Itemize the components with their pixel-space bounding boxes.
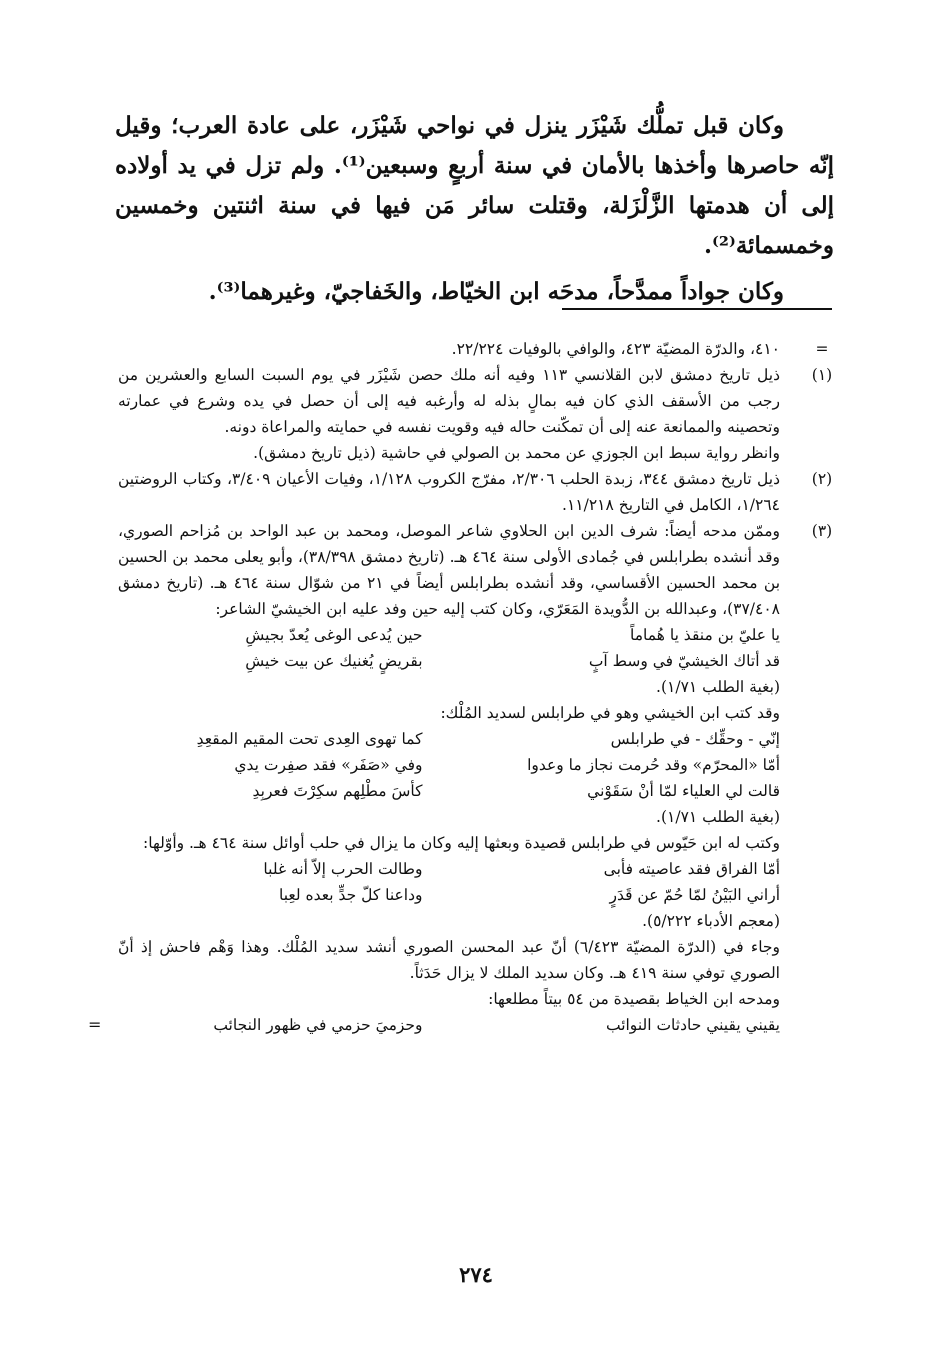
- footnote-separator: [562, 308, 832, 310]
- verse-line: [88, 1012, 780, 1038]
- footnote-text: وجاء في (الدرّة المضيّة ٦/٤٢٣) أنّ عبد المحسن الصوري أنشد سديد المُلْك. وهذا وَهْم فاحش إذ أنّ الصوري توفي سنة ٤١٩ هـ. وكان سديد الملك لا يزال حَدَثاً.: [118, 938, 780, 982]
- footnote-number: (١): [811, 366, 833, 384]
- citation: (بغية الطلب ١/٧١).: [656, 678, 780, 696]
- footnote-3: [88, 518, 842, 1038]
- footnote-text: وانظر رواية سبط ابن الجوزي عن محمد بن الصولي في حاشية (ذيل تاريخ دمشق).: [253, 444, 780, 462]
- main-text: [115, 106, 834, 312]
- verse-hemistich: وحزميَ حزمي في ظهور النجائب: [213, 1016, 423, 1034]
- footnote-continuation: [118, 336, 842, 362]
- verse-line: [118, 778, 780, 804]
- verse-line: [118, 648, 780, 674]
- verse-line: [118, 752, 780, 778]
- body-paragraph: وكان قبل تملُّك شَيْزَر ينزل في نواحي شَيْزَر، على عادة العرب؛ وقيل إنّه حاصرها وأخذها بالأمان في سنة أربعٍ وسبعين⁽¹⁾. ولم تزل في يد أولاده إلى أن هدمتها الزَّلْزَلة، وقتلت سائر مَن فيها في سنة اثنتين وخمسين وخمسمائة⁽²⁾.: [115, 112, 834, 259]
- verse-hemistich: وطالت الحرب إلاّ أنه غلبا: [263, 860, 423, 878]
- footnote-number: (٢): [811, 470, 833, 488]
- footnote-2: [118, 466, 842, 518]
- footnote-marker: =: [815, 340, 829, 358]
- footnote-text: ٤١٠، والدرّة المضيّة ٤٢٣، والوافي بالوفيات ٢٢/٢٢٤.: [451, 340, 780, 358]
- footnote-number: (٣): [811, 522, 833, 540]
- body-paragraph: وكان جواداً ممدَّحاً، مدحَه ابن الخيّاط، والخَفاجيّ، وغيرهما⁽³⁾.: [208, 278, 784, 305]
- verse-line: [118, 622, 780, 648]
- citation: (بغية الطلب ١/٧١).: [656, 808, 780, 826]
- verse-hemistich: يقيني يقيني حادثات النوائب: [605, 1016, 780, 1034]
- verse-line: [118, 882, 780, 908]
- verse-hemistich: كما تهوى العِدى تحت المقيم المقعِدِ: [196, 730, 423, 748]
- verse-hemistich: وفي «صَفَر» فقد صفِرت يدي: [234, 756, 423, 774]
- continuation-mark: =: [88, 1015, 102, 1034]
- verse-line: [118, 726, 780, 752]
- verse-hemistich: أمّا «المحرّم» وقد حُرمت نجاز ما وعدوا: [527, 756, 780, 774]
- footnote-text: وكتب له ابن حَيّوس في طرابلس قصيدة وبعثها إليه وكان ما يزال في حلب أوائل سنة ٤٦٤ هـ. وأوّلها:: [143, 834, 780, 852]
- footnote-1: [118, 362, 842, 466]
- citation: (معجم الأدباء ٥/٢٢٢).: [642, 912, 780, 930]
- verse-hemistich: وداعنا كلّ جدٍّ بعده لعِبا: [278, 886, 423, 904]
- verse-hemistich: قد أتاك الخيشيّ في وسط آبٍ: [588, 652, 780, 670]
- verse-hemistich: حين يُدعى الوغى يُعدّ بجيشِ: [245, 626, 423, 644]
- verse-hemistich: بقريضٍ يُغنيك عن بيت خيشِ: [245, 652, 423, 670]
- footnote-text: ومدحه ابن الخياط بقصيدة من ٥٤ بيتاً مطلعها:: [488, 990, 780, 1008]
- verse-hemistich: كأسَ مطْلِهم سكِرْتَ فعربِدِ: [252, 782, 423, 800]
- footnotes: [88, 336, 842, 1038]
- footnote-text: ذيل تاريخ دمشق لابن القلانسي ١١٣ وفيه أنه ملك حصن شَيْزَر في يوم السبت السابع والعشرين من رجب من الأسقف الذي كان فيه بمالٍ بذله له وأرغبه فيه إلى أن حصل في يده وشرع في عمارته وتحصينه والممانعة عنه إلى أن تمكّنت حاله فيه وقويت نفسه في حمايته والمراعاة دونه.: [118, 366, 780, 436]
- footnote-text: وقد كتب ابن الخيشي وهو في طرابلس لسديد المُلْك:: [440, 704, 780, 722]
- footnote-text: وممّن مدحه أيضاً: شرف الدين ابن الحلاوي شاعر الموصل، ومحمد بن عبد الواحد بن مُزاحم الصوري، وقد أنشده بطرابلس في جُمادى الأولى سنة ٤٦٤ هـ. (تاريخ دمشق ٣٨/٣٩٨)، وأبو يعلى محمد بن الحسين بن محمد الحسين الأقساسي، وقد أنشده بطرابلس أيضاً في ٢١ من شوّال سنة ٤٦٤ هـ. (تاريخ دمشق ٣٧/٤٠٨)، وعبدالله بن الدُّويدة المَعَرّي، وكان كتب إليه حين وفد عليه ابن الخيشيّ الشاعر:: [118, 522, 781, 618]
- verse-hemistich: يا عليّ بن منقذ يا هُماماً: [630, 626, 780, 644]
- footnote-text: ذيل تاريخ دمشق ٣٤٤، زبدة الحلب ٢/٣٠٦، مفرّج الكروب ١/١٢٨، وفيات الأعيان ٣/٤٠٩، وكتاب الروضتين ١/٢٦٤، الكامل في التاريخ ١١/٢١٨.: [118, 470, 780, 514]
- verse-hemistich: إنّي - وحقِّك - في طرابلس: [610, 730, 780, 748]
- verse-hemistich: أراني البَيْنُ لمّا حُمّ عن قَدَرٍ: [609, 886, 780, 904]
- verse-hemistich: أمّا الفراق فقد عاصيته فأبى: [603, 860, 780, 878]
- verse-line: [118, 856, 780, 882]
- verse-hemistich: قالت لي العلياء لمّا أنْ سَقَوْني: [587, 782, 780, 800]
- page-number: ٢٧٤: [459, 1262, 493, 1287]
